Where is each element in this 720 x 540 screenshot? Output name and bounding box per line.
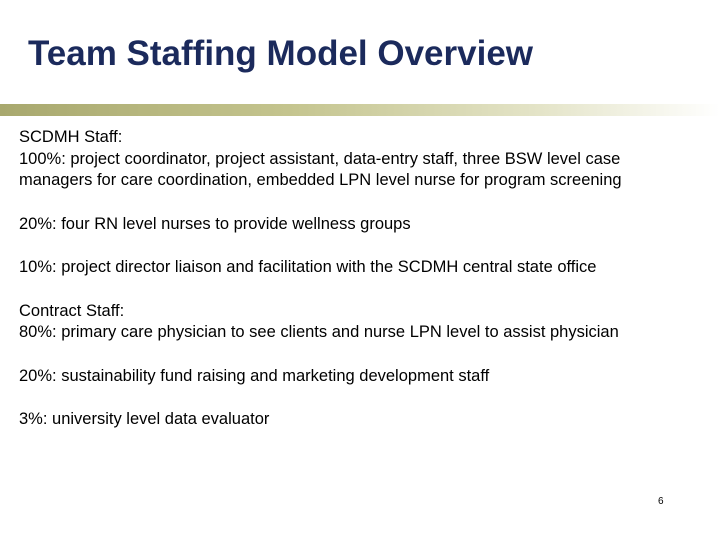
contract-staff-item-physician: 80%: primary care physician to see clients and nurse LPN level to assist physician [19,323,619,341]
contract-staff-heading: Contract Staff: [19,301,125,320]
contract-staff-item-evaluator: 3%: university level data evaluator [19,410,270,428]
title-divider [0,104,720,116]
scdmh-staff-heading: SCDMH Staff: [19,128,123,146]
slide-content [19,127,699,431]
contract-staff-item-fundraising: 20%: sustainability fund raising and marketing development staff [19,366,490,385]
scdmh-staff-item-rn-nurses: 20%: four RN level nurses to provide wellness groups [19,214,411,233]
page-number: 6 [658,496,664,507]
scdmh-staff-item-line-2: managers for care coordination, embedded LPN level nurse for program screening [19,171,622,189]
slide-title: Team Staffing Model Overview [28,34,534,73]
scdmh-staff-item-director-liaison: 10%: project director liaison and facilitation with the SCDMH central state office [19,258,597,276]
scdmh-staff-item-line-1: 100%: project coordinator, project assistant, data-entry staff, three BSW level case [19,149,621,168]
